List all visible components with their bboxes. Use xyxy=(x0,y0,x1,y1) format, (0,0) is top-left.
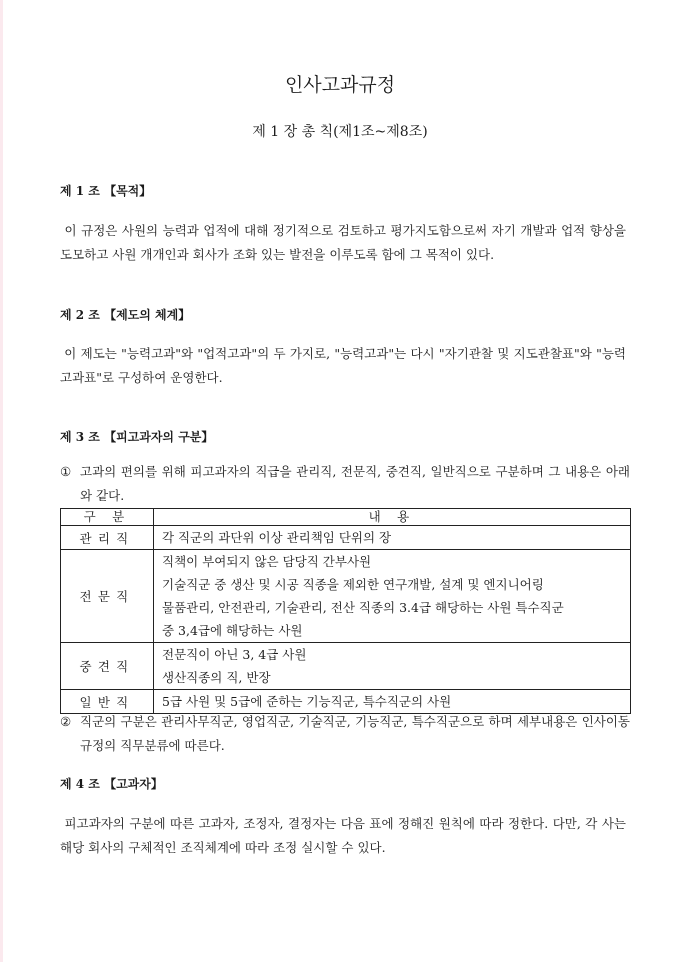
table-header-category: 구 분 xyxy=(61,509,154,526)
item-text: 직군의 구분은 관리사무직군, 영업직군, 기술직군, 기능직군, 특수직군으로 하며 세부내용은 인사이동규정의 직무분류에 따른다. xyxy=(80,714,630,753)
table-row xyxy=(61,526,631,550)
article-1-heading: 제 1 조 【목적】 xyxy=(60,184,152,198)
table-cell-content: 5급 사원 및 5급에 준하는 기능직군, 특수직군의 사원 xyxy=(154,690,631,714)
article-3-item-1 xyxy=(60,460,630,508)
article-4-heading: 제 4 조 【고과자】 xyxy=(60,777,163,791)
page-edge xyxy=(0,0,3,962)
table-cell-content: 각 직군의 과단위 이상 관리책임 단위의 장 xyxy=(154,526,631,550)
table-header-row xyxy=(61,509,631,526)
table-cell-content: 직책이 부여되지 않은 담당직 간부사원 기술직군 중 생산 및 시공 직종을 제외한 연구개발, 설계 및 엔지니어링 물품관리, 안전관리, 기술관리, 전산 직종의 3.4급 해당하는 사원 특수직군 중 3,4급에 해당하는 사원 xyxy=(154,550,631,643)
article-3-heading: 제 3 조 【피고과자의 구분】 xyxy=(60,430,214,444)
chapter-heading: 제 1 장 총 칙(제1조~제8조) xyxy=(252,124,428,140)
article-2-heading: 제 2 조 【제도의 체계】 xyxy=(60,308,191,322)
article-3-item-2 xyxy=(60,710,630,758)
article-2-body: 이 제도는 "능력고과"와 "업적고과"의 두 가지로, "능력고과"는 다시 "자기관찰 및 지도관찰표"와 "능력고과표"로 구성하여 운영한다. xyxy=(60,346,626,385)
table-cell-category: 전문직 xyxy=(61,550,154,643)
table-row xyxy=(61,550,631,643)
employee-grade-table xyxy=(60,508,631,714)
document-title: 인사고과규정 xyxy=(284,74,396,96)
item-text: 고과의 편의를 위해 피고과자의 직급을 관리직, 전문직, 중견직, 일반직으로 구분하며 그 내용은 아래와 같다. xyxy=(80,464,630,503)
article-4-body: 피고과자의 구분에 따른 고과자, 조정자, 결정자는 다음 표에 정해진 원칙에 따라 정한다. 다만, 각 사는 해당 회사의 구체적인 조직체계에 따라 조정 실시할 수 있다. xyxy=(60,816,626,855)
item-number: ① xyxy=(60,464,72,479)
table-cell-category: 관리직 xyxy=(61,526,154,550)
table-cell-category: 일반직 xyxy=(61,690,154,714)
item-number: ② xyxy=(60,714,72,729)
table-row xyxy=(61,643,631,690)
table-cell-content: 전문직이 아닌 3, 4급 사원 생산직종의 직, 반장 xyxy=(154,643,631,690)
table-header-content: 내 용 xyxy=(154,509,631,526)
article-1-body: 이 규정은 사원의 능력과 업적에 대해 정기적으로 검토하고 평가지도함으로써 자기 개발과 업적 향상을 도모하고 사원 개개인과 회사가 조화 있는 발전을 이루도록 함에 그 목적이 있다. xyxy=(60,223,626,262)
table-cell-category: 중견직 xyxy=(61,643,154,690)
